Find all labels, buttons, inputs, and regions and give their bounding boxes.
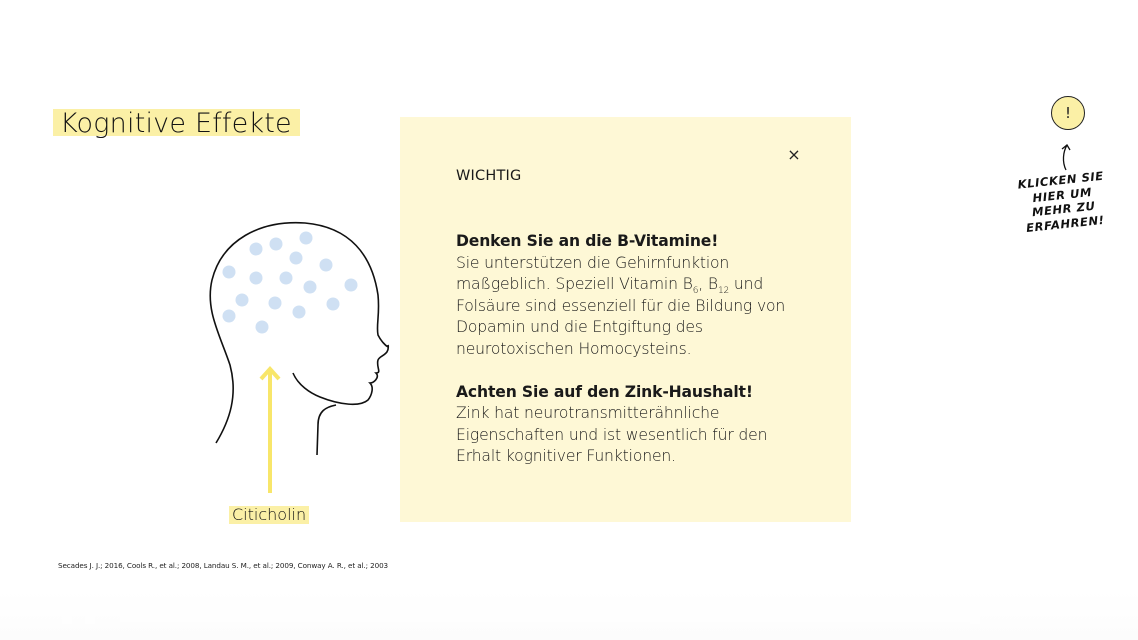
info-button[interactable] bbox=[1051, 96, 1085, 130]
close-icon[interactable]: × bbox=[787, 145, 801, 164]
section-heading-zinc: Achten Sie auf den Zink-Haushalt! bbox=[456, 382, 753, 401]
arrow-up-icon bbox=[259, 365, 281, 493]
citicholin-label: Citicholin bbox=[229, 506, 309, 524]
hint-arrow-icon bbox=[1058, 142, 1074, 172]
section-heading-b-vitamins: Denken Sie an die B-Vitamine! bbox=[456, 232, 719, 250]
head-illustration bbox=[200, 215, 400, 465]
progress-bar[interactable] bbox=[120, 616, 970, 622]
info-hint-text: KLICKEN SIE HIER UM MEHR ZU ERFAHREN! bbox=[1017, 168, 1106, 235]
head-profile-icon bbox=[200, 215, 400, 465]
fullscreen-icon[interactable] bbox=[970, 614, 980, 624]
page-title: Kognitive Effekte bbox=[53, 109, 300, 136]
info-modal bbox=[400, 117, 851, 522]
player-controls bbox=[0, 590, 1138, 640]
references: Secades J. J.; 2016, Cools R., et al.; 2008, Landau S. M., et al.; 2009, Conway A. R., et al.; 2003 bbox=[58, 561, 389, 570]
volume-icon[interactable] bbox=[85, 614, 95, 624]
section-body-b-vitamins: Sie unterstützen die Gehirnfunktion maßgeblich. Speziell Vitamin $B_6$, $B_{12}$ und Folsäure sind essenziell für die Bildung von Dopamin und die Entgiftung des neurotoxischen Homocysteins. bbox=[456, 253, 786, 358]
exclamation-icon: ! bbox=[1064, 104, 1071, 122]
modal-eyebrow: WICHTIG bbox=[456, 168, 522, 184]
section-body-zinc: Zink hat neurotransmitterähnliche Eigenschaften und ist wesentlich für den Erhalt kognitiver Funktionen. bbox=[456, 404, 768, 465]
play-icon[interactable] bbox=[62, 614, 72, 624]
modal-content bbox=[456, 231, 796, 489]
